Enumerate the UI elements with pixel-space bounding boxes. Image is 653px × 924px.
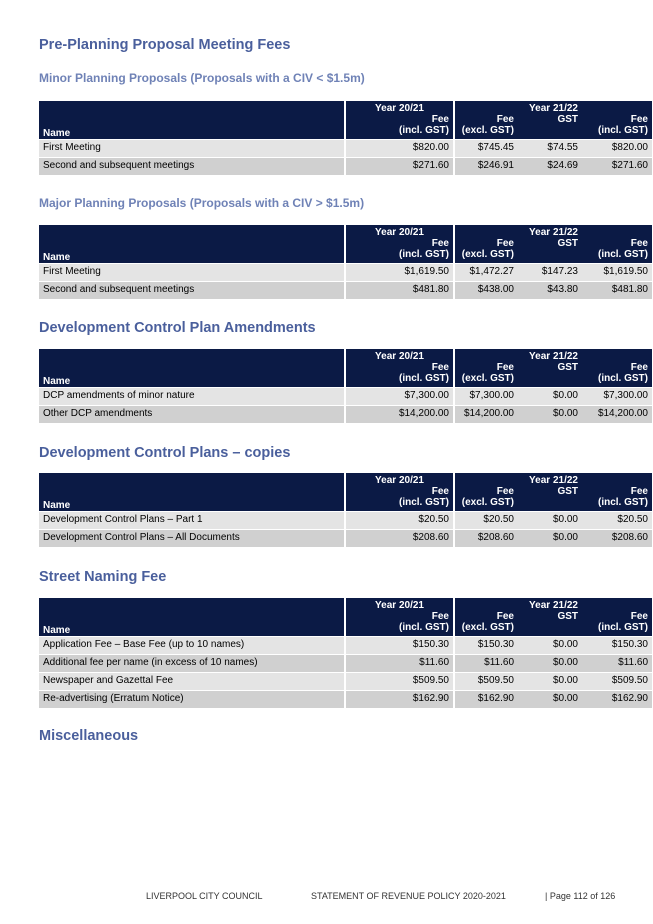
fee-table-minor xyxy=(39,101,652,175)
cell-gst: $43.80 xyxy=(518,281,582,299)
table-header xyxy=(39,225,652,263)
cell-fee-incl-gst: $162.90 xyxy=(582,690,652,708)
cell-name: Development Control Plans – Part 1 xyxy=(39,511,345,529)
header-fee: Fee xyxy=(454,362,518,373)
cell-gst: $0.00 xyxy=(518,405,582,423)
header-incl-gst: (incl. GST) xyxy=(582,622,652,636)
section-title-dcp-copies: Development Control Plans – copies xyxy=(39,445,291,461)
cell-fee-incl-gst: $481.80 xyxy=(582,281,652,299)
table-row xyxy=(39,139,652,157)
header-fee: Fee xyxy=(345,486,454,497)
header-gst-blank xyxy=(518,622,582,636)
header-fee: Fee xyxy=(454,238,518,249)
header-incl-gst: (incl. GST) xyxy=(345,249,454,263)
header-gst: GST xyxy=(518,611,582,622)
fee-table-street-naming xyxy=(39,598,652,708)
header-fee: Fee xyxy=(454,486,518,497)
cell-fee-incl-gst: $208.60 xyxy=(582,529,652,547)
header-year-prev: Year 20/21 xyxy=(345,101,454,114)
header-excl-gst: (excl. GST) xyxy=(454,622,518,636)
cell-prev-fee: $271.60 xyxy=(345,157,454,175)
header-year-curr: Year 21/22 xyxy=(454,473,652,486)
header-name: Name xyxy=(39,598,345,636)
cell-prev-fee: $1,619.50 xyxy=(345,263,454,281)
header-gst-blank xyxy=(518,497,582,511)
header-gst: GST xyxy=(518,114,582,125)
header-incl-gst: (incl. GST) xyxy=(582,249,652,263)
header-incl-gst: (incl. GST) xyxy=(345,622,454,636)
table-header xyxy=(39,598,652,636)
table-row xyxy=(39,281,652,299)
cell-prev-fee: $820.00 xyxy=(345,139,454,157)
cell-name: First Meeting xyxy=(39,139,345,157)
cell-name: Second and subsequent meetings xyxy=(39,281,345,299)
cell-gst: $0.00 xyxy=(518,529,582,547)
section-title-miscellaneous: Miscellaneous xyxy=(39,728,139,744)
cell-gst: $0.00 xyxy=(518,672,582,690)
cell-fee-incl-gst: $509.50 xyxy=(582,672,652,690)
header-name: Name xyxy=(39,473,345,511)
table-row xyxy=(39,263,652,281)
cell-fee-excl-gst: $745.45 xyxy=(454,139,518,157)
header-year-curr: Year 21/22 xyxy=(454,349,652,362)
header-gst-blank xyxy=(518,373,582,387)
header-gst: GST xyxy=(518,486,582,497)
cell-name: Additional fee per name (in excess of 10 names) xyxy=(39,654,345,672)
section-title-dcp-amendments: Development Control Plan Amendments xyxy=(39,320,316,336)
header-incl-gst: (incl. GST) xyxy=(582,373,652,387)
header-excl-gst: (excl. GST) xyxy=(454,249,518,263)
table-row xyxy=(39,529,652,547)
cell-name: Other DCP amendments xyxy=(39,405,345,423)
cell-fee-excl-gst: $509.50 xyxy=(454,672,518,690)
header-gst: GST xyxy=(518,362,582,373)
section-title-pre-planning: Pre-Planning Proposal Meeting Fees xyxy=(39,37,291,53)
cell-prev-fee: $7,300.00 xyxy=(345,387,454,405)
cell-prev-fee: $481.80 xyxy=(345,281,454,299)
cell-gst: $0.00 xyxy=(518,690,582,708)
header-fee: Fee xyxy=(345,611,454,622)
cell-fee-incl-gst: $14,200.00 xyxy=(582,405,652,423)
subsection-title-major: Major Planning Proposals (Proposals with a CIV > $1.5m) xyxy=(39,196,365,210)
cell-fee-excl-gst: $162.90 xyxy=(454,690,518,708)
cell-fee-incl-gst: $11.60 xyxy=(582,654,652,672)
cell-fee-incl-gst: $20.50 xyxy=(582,511,652,529)
cell-prev-fee: $162.90 xyxy=(345,690,454,708)
subsection-title-minor: Minor Planning Proposals (Proposals with a CIV < $1.5m) xyxy=(39,71,365,85)
table-header xyxy=(39,349,652,387)
section-title-street-naming: Street Naming Fee xyxy=(39,569,167,585)
cell-fee-excl-gst: $150.30 xyxy=(454,636,518,654)
table-row xyxy=(39,636,652,654)
header-name: Name xyxy=(39,349,345,387)
cell-gst: $0.00 xyxy=(518,387,582,405)
footer-document: STATEMENT OF REVENUE POLICY 2020-2021 xyxy=(311,891,506,901)
header-fee: Fee xyxy=(582,486,652,497)
cell-prev-fee: $150.30 xyxy=(345,636,454,654)
fee-table-dcp-amendments xyxy=(39,349,652,423)
cell-gst: $147.23 xyxy=(518,263,582,281)
header-incl-gst: (incl. GST) xyxy=(582,125,652,139)
cell-fee-excl-gst: $438.00 xyxy=(454,281,518,299)
header-excl-gst: (excl. GST) xyxy=(454,373,518,387)
header-year-curr: Year 21/22 xyxy=(454,225,652,238)
cell-fee-excl-gst: $7,300.00 xyxy=(454,387,518,405)
header-excl-gst: (excl. GST) xyxy=(454,125,518,139)
header-fee: Fee xyxy=(345,114,454,125)
header-name: Name xyxy=(39,101,345,139)
table-row xyxy=(39,387,652,405)
header-year-prev: Year 20/21 xyxy=(345,473,454,486)
cell-fee-excl-gst: $246.91 xyxy=(454,157,518,175)
cell-name: Development Control Plans – All Documents xyxy=(39,529,345,547)
table-row xyxy=(39,690,652,708)
header-incl-gst: (incl. GST) xyxy=(345,373,454,387)
header-year-prev: Year 20/21 xyxy=(345,225,454,238)
header-fee: Fee xyxy=(582,362,652,373)
header-year-prev: Year 20/21 xyxy=(345,349,454,362)
cell-fee-incl-gst: $820.00 xyxy=(582,139,652,157)
header-gst: GST xyxy=(518,238,582,249)
cell-fee-incl-gst: $150.30 xyxy=(582,636,652,654)
cell-prev-fee: $20.50 xyxy=(345,511,454,529)
cell-name: DCP amendments of minor nature xyxy=(39,387,345,405)
header-incl-gst: (incl. GST) xyxy=(582,497,652,511)
cell-prev-fee: $14,200.00 xyxy=(345,405,454,423)
table-header xyxy=(39,101,652,139)
table-row xyxy=(39,672,652,690)
fee-table-dcp-copies xyxy=(39,473,652,547)
header-gst-blank xyxy=(518,249,582,263)
cell-gst: $24.69 xyxy=(518,157,582,175)
cell-name: Application Fee – Base Fee (up to 10 names) xyxy=(39,636,345,654)
cell-fee-incl-gst: $271.60 xyxy=(582,157,652,175)
table-row xyxy=(39,511,652,529)
header-year-prev: Year 20/21 xyxy=(345,598,454,611)
cell-fee-excl-gst: $20.50 xyxy=(454,511,518,529)
cell-fee-excl-gst: $14,200.00 xyxy=(454,405,518,423)
table-row xyxy=(39,405,652,423)
fee-table-major xyxy=(39,225,652,299)
cell-gst: $0.00 xyxy=(518,636,582,654)
table-body xyxy=(39,387,652,423)
table-row xyxy=(39,654,652,672)
cell-gst: $0.00 xyxy=(518,654,582,672)
table-row xyxy=(39,157,652,175)
cell-name: Second and subsequent meetings xyxy=(39,157,345,175)
cell-name: First Meeting xyxy=(39,263,345,281)
header-year-curr: Year 21/22 xyxy=(454,101,652,114)
cell-prev-fee: $208.60 xyxy=(345,529,454,547)
header-fee: Fee xyxy=(454,114,518,125)
cell-fee-incl-gst: $1,619.50 xyxy=(582,263,652,281)
table-header xyxy=(39,473,652,511)
header-fee: Fee xyxy=(582,611,652,622)
table-body xyxy=(39,511,652,547)
table-body xyxy=(39,263,652,299)
cell-name: Newspaper and Gazettal Fee xyxy=(39,672,345,690)
cell-fee-excl-gst: $1,472.27 xyxy=(454,263,518,281)
header-fee: Fee xyxy=(454,611,518,622)
cell-gst: $74.55 xyxy=(518,139,582,157)
header-fee: Fee xyxy=(582,114,652,125)
header-incl-gst: (incl. GST) xyxy=(345,497,454,511)
cell-name: Re-advertising (Erratum Notice) xyxy=(39,690,345,708)
header-fee: Fee xyxy=(582,238,652,249)
header-name: Name xyxy=(39,225,345,263)
header-gst-blank xyxy=(518,125,582,139)
cell-prev-fee: $11.60 xyxy=(345,654,454,672)
table-body xyxy=(39,139,652,175)
header-incl-gst: (incl. GST) xyxy=(345,125,454,139)
footer-page-number: | Page 112 of 126 xyxy=(545,891,616,901)
cell-fee-excl-gst: $208.60 xyxy=(454,529,518,547)
header-year-curr: Year 21/22 xyxy=(454,598,652,611)
header-fee: Fee xyxy=(345,362,454,373)
cell-gst: $0.00 xyxy=(518,511,582,529)
footer-council: LIVERPOOL CITY COUNCIL xyxy=(146,891,263,901)
header-excl-gst: (excl. GST) xyxy=(454,497,518,511)
cell-fee-excl-gst: $11.60 xyxy=(454,654,518,672)
cell-prev-fee: $509.50 xyxy=(345,672,454,690)
header-fee: Fee xyxy=(345,238,454,249)
cell-fee-incl-gst: $7,300.00 xyxy=(582,387,652,405)
table-body xyxy=(39,636,652,708)
